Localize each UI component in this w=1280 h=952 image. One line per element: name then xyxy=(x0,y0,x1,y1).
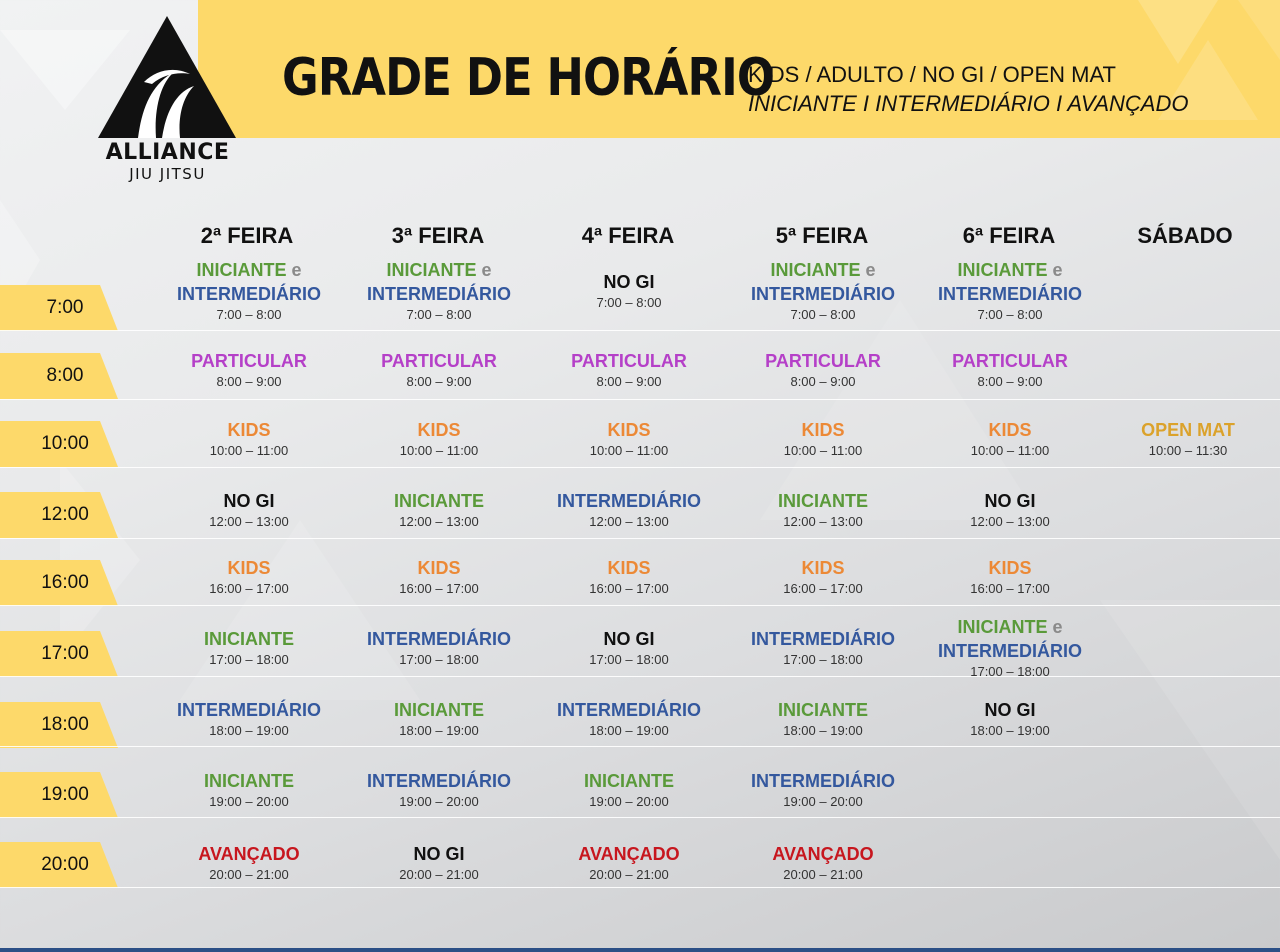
time-label: 17:00 xyxy=(41,643,89,664)
class-name: PARTICULAR xyxy=(765,351,881,371)
row-divider xyxy=(0,467,1280,468)
class-name: INTERMEDIÁRIO xyxy=(751,771,895,791)
class-name: INTERMEDIÁRIO xyxy=(938,641,1082,661)
class-name: INTERMEDIÁRIO xyxy=(177,700,321,720)
class-name: INICIANTE e xyxy=(196,260,302,280)
class-slot xyxy=(910,489,1110,531)
class-time: 12:00 – 13:00 xyxy=(399,514,479,529)
class-slot xyxy=(910,349,1110,391)
class-time: 19:00 – 20:00 xyxy=(783,794,863,809)
class-slot xyxy=(529,698,729,740)
time-label: 7:00 xyxy=(46,297,84,318)
class-time: 7:00 – 8:00 xyxy=(596,295,662,310)
class-slot xyxy=(339,627,539,669)
class-time: 16:00 – 17:00 xyxy=(399,581,479,596)
class-name: INICIANTE xyxy=(204,771,294,791)
class-slot xyxy=(723,418,923,460)
page-title: GRADE DE HORÁRIO xyxy=(282,48,775,108)
class-time: 20:00 – 21:00 xyxy=(399,867,479,882)
class-slot xyxy=(910,698,1110,740)
class-time: 8:00 – 9:00 xyxy=(790,374,856,389)
logo-subtitle: JIU JITSU xyxy=(129,165,206,183)
class-slot xyxy=(1088,418,1280,460)
class-time: 8:00 – 9:00 xyxy=(406,374,472,389)
class-name: NO GI xyxy=(603,272,655,292)
class-name: INICIANTE xyxy=(778,700,868,720)
class-slot xyxy=(149,698,349,740)
class-slot xyxy=(149,842,349,884)
class-name: OPEN MAT xyxy=(1141,420,1235,440)
class-time: 18:00 – 19:00 xyxy=(209,723,289,738)
class-time: 18:00 – 19:00 xyxy=(589,723,669,738)
class-time: 8:00 – 9:00 xyxy=(596,374,662,389)
class-time: 10:00 – 11:00 xyxy=(589,443,669,458)
row-divider xyxy=(0,538,1280,539)
connector-text: e xyxy=(286,260,302,280)
class-slot xyxy=(149,349,349,391)
class-time: 16:00 – 17:00 xyxy=(209,581,289,596)
class-time: 8:00 – 9:00 xyxy=(977,374,1043,389)
class-time: 10:00 – 11:00 xyxy=(783,443,863,458)
class-time: 19:00 – 20:00 xyxy=(589,794,669,809)
time-label: 19:00 xyxy=(41,784,89,805)
class-slot xyxy=(339,349,539,391)
day-header-wednesday: 4ª FEIRA xyxy=(581,223,675,248)
day-header-saturday: SÁBADO xyxy=(1137,223,1233,248)
class-name: KIDS xyxy=(607,420,651,440)
class-slot xyxy=(529,270,729,312)
class-slot xyxy=(910,615,1110,681)
class-slot xyxy=(339,556,539,598)
class-name: INICIANTE xyxy=(584,771,674,791)
class-time: 12:00 – 13:00 xyxy=(589,514,669,529)
class-name: KIDS xyxy=(607,558,651,578)
class-time: 18:00 – 19:00 xyxy=(399,723,479,738)
class-time: 17:00 – 18:00 xyxy=(209,652,289,667)
class-name: AVANÇADO xyxy=(198,844,300,864)
class-name: INTERMEDIÁRIO xyxy=(557,491,701,511)
audience-subtitle: KIDS / ADULTO / NO GI / OPEN MAT xyxy=(748,62,1116,87)
class-slot xyxy=(529,556,729,598)
day-header-friday: 6ª FEIRA xyxy=(962,223,1056,248)
triangle-logo-icon xyxy=(90,12,245,142)
row-divider xyxy=(0,330,1280,331)
level-subtitle: INICIANTE I INTERMEDIÁRIO I AVANÇADO xyxy=(748,91,1189,116)
class-slot xyxy=(723,769,923,811)
time-label: 16:00 xyxy=(41,572,89,593)
class-name: INTERMEDIÁRIO xyxy=(367,771,511,791)
connector-text: e xyxy=(1047,260,1063,280)
class-slot xyxy=(529,418,729,460)
class-time: 20:00 – 21:00 xyxy=(783,867,863,882)
class-time: 19:00 – 20:00 xyxy=(209,794,289,809)
class-name: PARTICULAR xyxy=(952,351,1068,371)
class-name: NO GI xyxy=(603,629,655,649)
class-time: 16:00 – 17:00 xyxy=(970,581,1050,596)
alliance-logo xyxy=(90,12,245,187)
class-name: KIDS xyxy=(801,420,845,440)
class-slot xyxy=(339,418,539,460)
class-slot xyxy=(910,556,1110,598)
class-slot xyxy=(723,698,923,740)
class-slot xyxy=(339,698,539,740)
class-name: PARTICULAR xyxy=(191,351,307,371)
class-name: NO GI xyxy=(984,700,1036,720)
class-time: 17:00 – 18:00 xyxy=(970,664,1050,679)
class-time: 12:00 – 13:00 xyxy=(783,514,863,529)
row-divider xyxy=(0,887,1280,888)
class-name: INICIANTE xyxy=(204,629,294,649)
class-slot xyxy=(529,842,729,884)
class-name: PARTICULAR xyxy=(381,351,497,371)
class-slot xyxy=(149,258,349,324)
time-label: 8:00 xyxy=(46,365,84,386)
class-time: 18:00 – 19:00 xyxy=(970,723,1050,738)
class-time: 12:00 – 13:00 xyxy=(209,514,289,529)
class-time: 10:00 – 11:00 xyxy=(970,443,1050,458)
class-slot xyxy=(339,769,539,811)
class-slot xyxy=(723,842,923,884)
class-slot xyxy=(529,489,729,531)
class-slot xyxy=(723,349,923,391)
connector-text: e xyxy=(860,260,876,280)
class-time: 7:00 – 8:00 xyxy=(406,307,472,322)
class-name: KIDS xyxy=(417,558,461,578)
class-slot xyxy=(910,258,1110,324)
class-name: KIDS xyxy=(417,420,461,440)
class-time: 20:00 – 21:00 xyxy=(589,867,669,882)
class-time: 10:00 – 11:00 xyxy=(399,443,479,458)
class-slot xyxy=(529,769,729,811)
class-name: INTERMEDIÁRIO xyxy=(367,629,511,649)
time-label: 20:00 xyxy=(41,854,89,875)
day-header-tuesday: 3ª FEIRA xyxy=(391,223,485,248)
class-time: 19:00 – 20:00 xyxy=(399,794,479,809)
row-divider xyxy=(0,817,1280,818)
class-time: 7:00 – 8:00 xyxy=(216,307,282,322)
class-slot xyxy=(723,556,923,598)
class-time: 17:00 – 18:00 xyxy=(589,652,669,667)
connector-text: e xyxy=(476,260,492,280)
class-name: NO GI xyxy=(984,491,1036,511)
class-slot xyxy=(149,769,349,811)
class-name: NO GI xyxy=(223,491,275,511)
class-slot xyxy=(339,258,539,324)
class-name: INICIANTE e xyxy=(957,260,1063,280)
time-label: 12:00 xyxy=(41,504,89,525)
class-name: INTERMEDIÁRIO xyxy=(751,284,895,304)
class-time: 8:00 – 9:00 xyxy=(216,374,282,389)
class-name: KIDS xyxy=(227,558,271,578)
class-name: KIDS xyxy=(988,420,1032,440)
class-slot xyxy=(339,842,539,884)
class-time: 17:00 – 18:00 xyxy=(783,652,863,667)
class-time: 7:00 – 8:00 xyxy=(977,307,1043,322)
class-time: 17:00 – 18:00 xyxy=(399,652,479,667)
class-time: 20:00 – 21:00 xyxy=(209,867,289,882)
class-time: 16:00 – 17:00 xyxy=(783,581,863,596)
class-slot xyxy=(149,489,349,531)
class-slot xyxy=(723,489,923,531)
class-slot xyxy=(149,627,349,669)
row-divider xyxy=(0,605,1280,606)
class-time: 7:00 – 8:00 xyxy=(790,307,856,322)
class-name: NO GI xyxy=(413,844,465,864)
class-name: INICIANTE e xyxy=(770,260,876,280)
class-name: AVANÇADO xyxy=(772,844,874,864)
day-header-thursday: 5ª FEIRA xyxy=(775,223,869,248)
time-label: 10:00 xyxy=(41,433,89,454)
connector-text: e xyxy=(1047,617,1063,637)
logo-name: ALLIANCE xyxy=(105,140,230,165)
class-name: INTERMEDIÁRIO xyxy=(177,284,321,304)
class-name: INICIANTE xyxy=(778,491,868,511)
class-name: INTERMEDIÁRIO xyxy=(751,629,895,649)
class-time: 10:00 – 11:00 xyxy=(209,443,289,458)
class-name: INTERMEDIÁRIO xyxy=(557,700,701,720)
row-divider xyxy=(0,746,1280,747)
class-name: INICIANTE xyxy=(394,491,484,511)
class-name: PARTICULAR xyxy=(571,351,687,371)
class-name: INICIANTE e xyxy=(957,617,1063,637)
class-slot xyxy=(149,556,349,598)
class-name: KIDS xyxy=(227,420,271,440)
class-slot xyxy=(529,627,729,669)
bottom-bar xyxy=(0,948,1280,952)
class-slot xyxy=(723,627,923,669)
class-time: 10:00 – 11:30 xyxy=(1148,443,1228,458)
class-name: KIDS xyxy=(801,558,845,578)
class-slot xyxy=(723,258,923,324)
class-slot xyxy=(529,349,729,391)
class-slot xyxy=(910,418,1110,460)
class-time: 16:00 – 17:00 xyxy=(589,581,669,596)
class-name: INICIANTE xyxy=(394,700,484,720)
class-name: INICIANTE e xyxy=(386,260,492,280)
class-name: INTERMEDIÁRIO xyxy=(367,284,511,304)
time-label: 18:00 xyxy=(41,714,89,735)
class-name: AVANÇADO xyxy=(578,844,680,864)
day-header-monday: 2ª FEIRA xyxy=(200,223,294,248)
class-name: KIDS xyxy=(988,558,1032,578)
class-name: INTERMEDIÁRIO xyxy=(938,284,1082,304)
row-divider xyxy=(0,399,1280,400)
class-slot xyxy=(339,489,539,531)
class-time: 12:00 – 13:00 xyxy=(970,514,1050,529)
class-time: 18:00 – 19:00 xyxy=(783,723,863,738)
class-slot xyxy=(149,418,349,460)
